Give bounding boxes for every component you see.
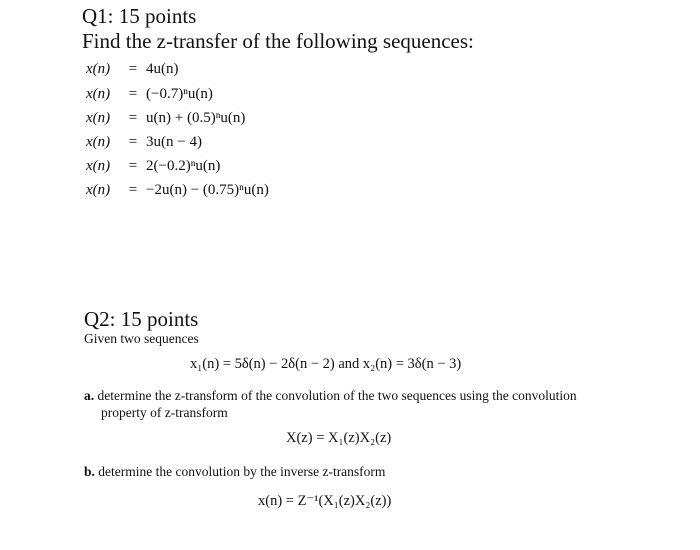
q1-equation-6 [86,179,269,201]
equation-rhs: −2u(n) − (0.75)ⁿu(n) [146,182,269,198]
equation-rhs: u(n) + (0.5)ⁿu(n) [146,110,246,126]
equation-lhs: x(n) [86,86,111,102]
part-a-label: a. [84,388,95,403]
q1-equation-5 [86,155,220,177]
q2-intro: Given two sequences [84,331,199,346]
q2-title: Q2: 15 points [84,307,199,331]
q1-equation-4 [86,131,202,153]
q2-given-sequences: x₁(n) = 5δ(n) − 2δ(n − 2) and x₂(n) = 3δ(n − 3) [190,356,462,372]
q2-part-b-line [84,463,385,481]
q1-instruction: Find the z-transfer of the following sequences: [82,29,474,53]
equation-rhs: 2(−0.2)ⁿu(n) [146,158,221,174]
equation-lhs: x(n) [86,61,111,77]
q1-equation-2 [86,83,213,105]
part-b-label: b. [84,464,95,479]
q1-title: Q1: 15 points [82,4,197,28]
equation-rhs: (−0.7)ⁿu(n) [146,86,213,102]
equation-sign: = [128,110,138,126]
part-a-text: determine the z-transform of the convolution of the two sequences using the convolution [97,388,577,403]
equation-sign: = [128,86,138,102]
equation-rhs: 4u(n) [146,61,179,77]
equation-lhs: x(n) [86,182,111,198]
equation-lhs: x(n) [86,134,111,150]
q2-part-a-line-2: property of z-transform [101,405,228,420]
q2-part-b-equation: x(n) = Z⁻¹(X₁(z)X₂(z)) [258,493,392,509]
q2-part-a-line-1 [84,387,577,405]
equation-lhs: x(n) [86,158,111,174]
q1-equation-1 [86,58,179,80]
equation-lhs: x(n) [86,110,111,126]
q1-equation-3 [86,107,245,129]
q2-part-a-equation: X(z) = X₁(z)X₂(z) [286,430,392,446]
equation-sign: = [128,134,138,150]
equation-sign: = [128,61,138,77]
equation-sign: = [128,158,138,174]
equation-sign: = [128,182,138,198]
part-b-text: determine the convolution by the inverse z-transform [98,464,386,479]
equation-rhs: 3u(n − 4) [146,134,202,150]
